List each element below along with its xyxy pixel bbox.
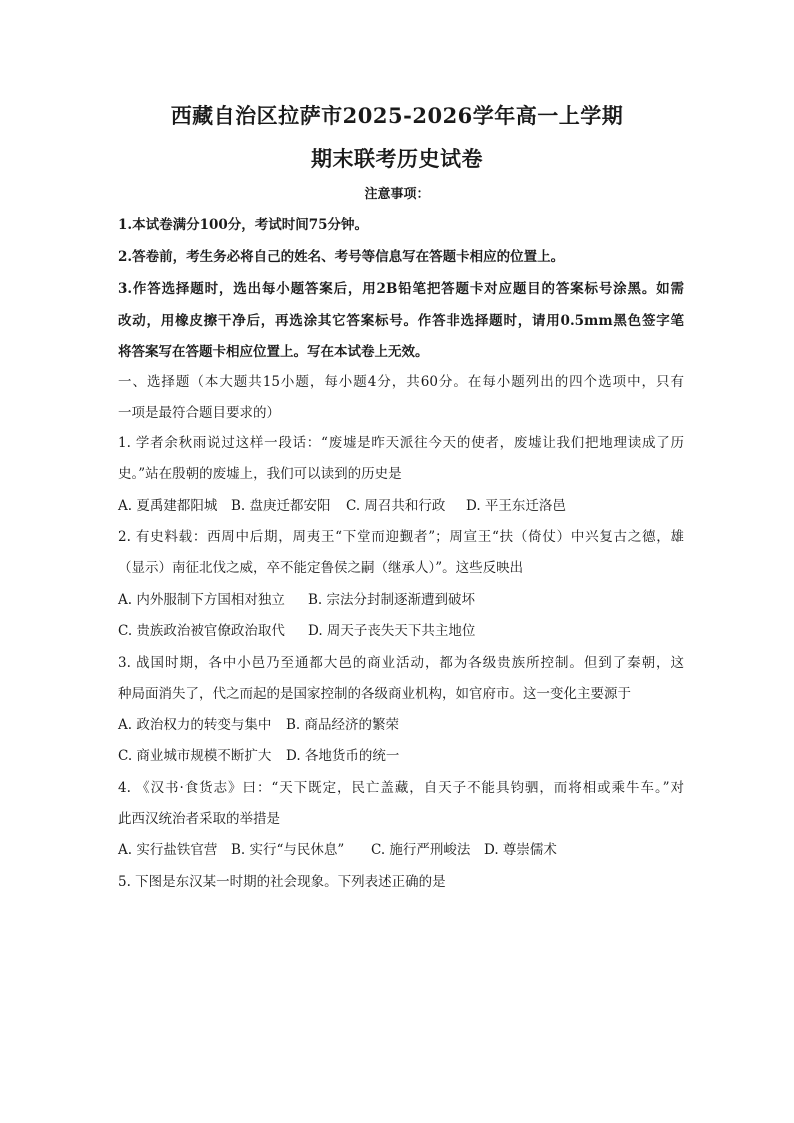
question-1-stem-line2: 史。”站在殷朝的废墟上，我们可以读到的历史是: [118, 466, 402, 482]
exam-title-line2: 期末联考历史试卷: [311, 146, 483, 171]
question-1-option-b: B. 盘庚迁都安阳: [231, 498, 331, 514]
question-2-option-c: C. 贵族政治被官僚政治取代: [118, 623, 285, 639]
question-2-option-d: D. 周天子丧失天下共主地位: [308, 623, 476, 639]
question-4-option-d: D. 尊崇儒术: [484, 842, 557, 858]
question-2-stem-line2: （显示）南征北伐之威，卒不能定鲁侯之嗣（继承人）”。这些反映出: [118, 560, 524, 576]
question-4-stem-line1: 4. 《汉书·食货志》曰：“天下既定，民亡盖藏，自天子不能具钧驷，而将相或乘牛车。”对: [118, 780, 684, 796]
exam-title-line1: 西藏自治区拉萨市2025-2026学年高一上学期: [170, 103, 624, 128]
question-4-option-b: B. 实行“与民休息”: [231, 842, 345, 858]
question-1-option-a: A. 夏禹建都阳城: [118, 498, 218, 514]
question-5-stem-line1: 5. 下图是东汉某一时期的社会现象。下列表述正确的是: [118, 874, 446, 890]
notice-item-3-line2: 改动，用橡皮擦干净后，再选涂其它答案标号。作答非选择题时，请用0.5mm黑色签字笔: [118, 313, 684, 329]
question-3-option-b: B. 商品经济的繁荣: [286, 717, 400, 733]
question-1-stem-line1: 1. 学者余秋雨说过这样一段话：“废墟是昨天派往今天的使者，废墟让我们把地理读成了历: [118, 435, 684, 451]
question-3-stem-line2: 种局面消失了，代之而起的是国家控制的各级商业机构，如官府市。这一变化主要源于: [118, 686, 631, 702]
section-heading-line2: 一项是最符合题目要求的）: [118, 405, 280, 421]
question-1-option-d: D. 平王东迁洛邑: [466, 498, 566, 514]
question-3-option-d: D. 各地货币的统一: [286, 748, 400, 764]
question-3-option-a: A. 政治权力的转变与集中: [118, 717, 272, 733]
question-1-option-c: C. 周召共和行政: [346, 498, 446, 514]
question-2-option-b: B. 宗法分封制逐渐遭到破坏: [308, 592, 476, 608]
question-4-option-c: C. 施行严刑峻法: [371, 842, 471, 858]
notice-item-3-line1: 3.作答选择题时，选出每小题答案后，用2B铅笔把答题卡对应题目的答案标号涂黑。如需: [118, 281, 684, 297]
question-4-option-a: A. 实行盐铁官营: [118, 842, 218, 858]
question-3-stem-line1: 3. 战国时期，各中小邑乃至通都大邑的商业活动，都为各级贵族所控制。但到了秦朝，这: [118, 655, 684, 671]
question-3-option-c: C. 商业城市规模不断扩大: [118, 748, 272, 764]
notice-heading: 注意事项：: [364, 187, 430, 202]
question-2-option-a: A. 内外服制下方国相对独立: [118, 592, 285, 608]
notice-item-3-line3: 将答案写在答题卡相应位置上。写在本试卷上无效。: [118, 344, 429, 360]
question-2-stem-line1: 2. 有史料载：西周中后期，周夷王“下堂而迎觐者”；周宣王“扶（倚仗）中兴复古之德，雄: [118, 529, 684, 545]
notice-item-2: 2.答卷前，考生务必将自己的姓名、考号等信息写在答题卡相应的位置上。: [118, 249, 565, 265]
notice-item-1: 1.本试卷满分100分，考试时间75分钟。: [118, 217, 369, 233]
question-4-stem-line2: 此西汉统治者采取的举措是: [118, 811, 280, 827]
section-heading-line1: 一、选择题（本大题共15小题，每小题4分，共60分。在每小题列出的四个选项中，只有: [118, 374, 684, 390]
